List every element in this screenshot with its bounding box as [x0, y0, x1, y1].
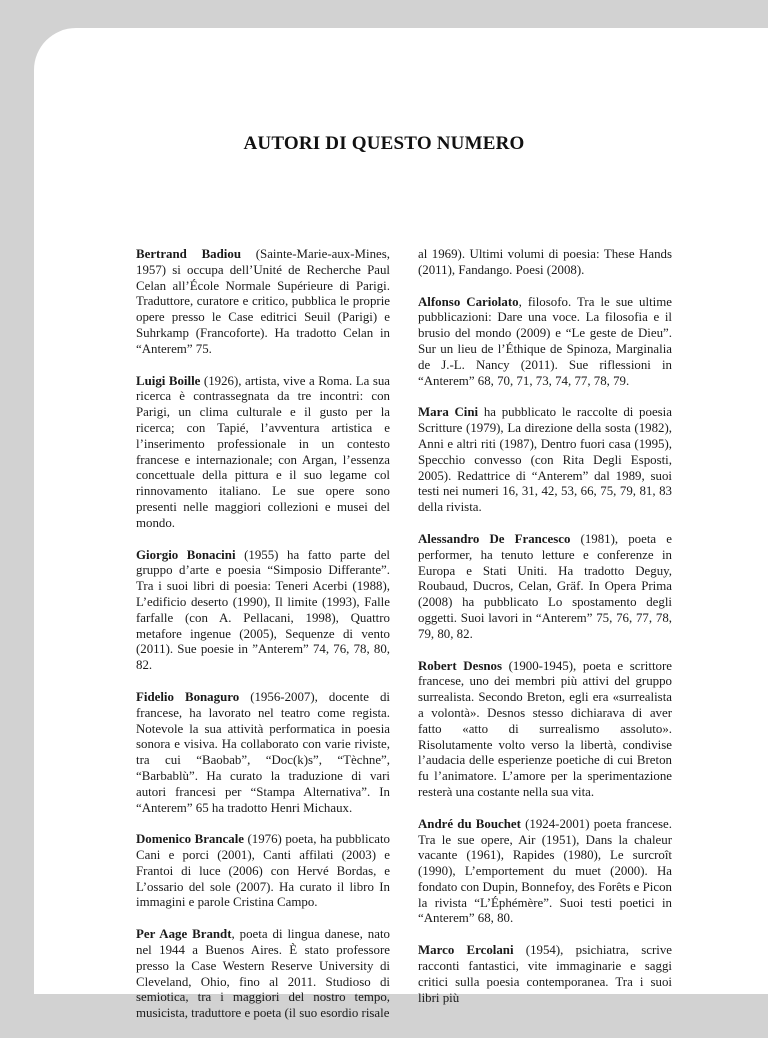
author-name: Giorgio Bonacini	[136, 547, 236, 562]
author-bio: (1976) poeta, ha pubblicato Cani e porci (2001), Canti affilati (2003) e Frantoi di luce (2006) con Hervé Bordas, e L’ossario del sole (2007). Ha curato il libro In immagini e parole Cristina Campo.	[136, 832, 390, 910]
author-entry	[418, 295, 672, 390]
author-bio: ha pubblicato le raccolte di poesia Scritture (1979), La direzione della sosta (1982), Anni e altri riti (1987), Dentro fuori casa (1995), Specchio convesso (con Rita Degli Esposti, 2005). Redattrice di “Anterem” dal 1989, suoi testi nei numeri 16, 31, 42, 53, 66, 75, 79, 81, 83 della rivista.	[418, 405, 672, 515]
author-bio: (1926), artista, vive a Roma. La sua ricerca è contrassegnata da tre incontri: con Parigi, un clima culturale e il gusto per la ricerca; con Tapié, l’avventura artistica e l’inserimento professionale in un contesto francese e internazionale; con Argan, l’essenza concettuale della pittura e il suo legame col rinnovamento italiano. Le sue opere sono presenti nelle maggiori collezioni e musei del mondo.	[136, 373, 391, 530]
author-name: André du Bouchet	[418, 816, 521, 831]
author-name: Alfonso Cariolato	[418, 294, 519, 309]
author-entry	[418, 817, 672, 928]
author-bio: al 1969). Ultimi volumi di poesia: These Hands (2011), Fandango. Poesi (2008).	[418, 247, 672, 277]
author-name: Robert Desnos	[418, 658, 502, 673]
author-entry-continued	[418, 247, 672, 279]
author-name: Mara Cini	[418, 405, 479, 420]
author-entry	[136, 832, 390, 911]
author-entry	[418, 943, 672, 1006]
page-title: AUTORI DI QUESTO NUMERO	[243, 132, 525, 154]
author-entry	[136, 247, 390, 358]
author-name: Bertrand Badiou	[136, 247, 241, 261]
author-name: Per Aage Brandt	[136, 927, 232, 942]
author-bio: (1955) ha fatto parte del gruppo d’arte e poesia “Simposio Differante”. Tra i suoi libri di poesia: Teneri Acerbi (1988), L’edificio deserto (1990), Il limite (1993), Falle farfalle (con A. Pellacani, 1998), Quattro metafore ingenue (2005), Sequenze di vento (2011). Sue poesie in ”Anterem” 74, 76, 78, 80, 82.	[136, 547, 391, 673]
author-entry	[136, 548, 390, 674]
author-name: Domenico Brancale	[136, 832, 245, 847]
author-bio: (Sainte-Marie-aux-Mines, 1957) si occupa dell’Unité de Recherche Paul Celan all’École Normale Supérieure di Parigi. Traduttore, curatore e critico, pubblica le proprie opere presso le Case editrici Seuil (Parigi) e Suhrkamp (Francoforte). Ha tradotto Celan in “Anterem” 75.	[136, 247, 390, 356]
author-entry	[136, 927, 390, 1022]
author-bio: (1900-1945), poeta e scrittore francese, uno dei membri più attivi del gruppo surrealista. Secondo Breton, egli era «surrealista a volontà». Desnos stesso dichiarava di aver fatto «atto di surrealismo assoluto». Risolutamente volto verso la libertà, condivise l’audacia delle esperienze poetiche di cui Breton fu l’animatore. L’amore per la sperimentazione resterà una costante nella sua vita.	[418, 658, 672, 799]
author-name: Alessandro De Francesco	[418, 531, 571, 546]
author-bio: (1954), psichiatra, scrive racconti fantastici, vite immaginarie e saggi critici sulla poesia contemporanea. Tra i suoi libri più	[418, 943, 672, 1005]
author-entry	[136, 374, 390, 532]
author-entry	[136, 690, 390, 816]
author-entry	[418, 405, 672, 516]
author-name: Fidelio Bonaguro	[136, 689, 240, 704]
right-column	[418, 247, 672, 1022]
author-bio: (1981), poeta e performer, ha tenuto letture e conferenze in Europa e Stati Uniti. Ha tradotto Deguy, Roubaud, Ducros, Celan, Gräf. In Opera Prima (2008) ha pubblicato Lo spostamento degli oggetti. Suoi lavori in “Anterem” 75, 76, 77, 78, 79, 80, 82.	[418, 531, 672, 641]
author-bio: , poeta di lingua danese, nato nel 1944 a Buenos Aires. È stato professore presso la Case Western Reserve University di Cleveland, Ohio, fino al 2011. Studioso di semiotica, tra i maggiori del nostro tempo, musicista, traduttore e poeta (il suo esordio risale	[136, 927, 390, 1021]
author-name: Marco Ercolani	[418, 943, 514, 958]
author-bio: , filosofo. Tra le sue ultime pubblicazioni: Dare una voce. La filosofia e il brusio del mondo (2009) e “Le geste de Dieu”. Sur un lieu de l’Éthique de Spinoza, Marginalia de J.-L. Nancy (2011). Sue riflessioni in “Anterem” 68, 70, 71, 73, 74, 77, 78, 79.	[418, 294, 672, 388]
author-name: Luigi Boille	[136, 373, 201, 388]
author-bio: (1924-2001) poeta francese. Tra le sue opere, Air (1951), Dans la chaleur vacante (1961), Rapides (1980), Le surcroît (1990), L’emportement du muet (2000). Ha fondato con Dupin, Bonnefoy, des Forêts e Picon la rivista “L’Éphémère”. Suoi testi poetici in “Anterem” 68, 80.	[418, 816, 672, 926]
author-entry	[418, 659, 672, 801]
author-entry	[418, 532, 672, 643]
left-column	[136, 247, 390, 1038]
author-bio: (1956-2007), docente di francese, ha lavorato nel teatro come regista. Notevole la sua attività performatica in poesia sonora e visiva. Ha collaborato con varie riviste, tra cui “Baobab”, “Doc(k)s”, “Tèchne”, “Barbablù”. Ha curato la traduzione di vari autori francesi per “Stampa Alternativa”. In “Anterem” 65 ha tradotto Henri Michaux.	[136, 689, 390, 815]
